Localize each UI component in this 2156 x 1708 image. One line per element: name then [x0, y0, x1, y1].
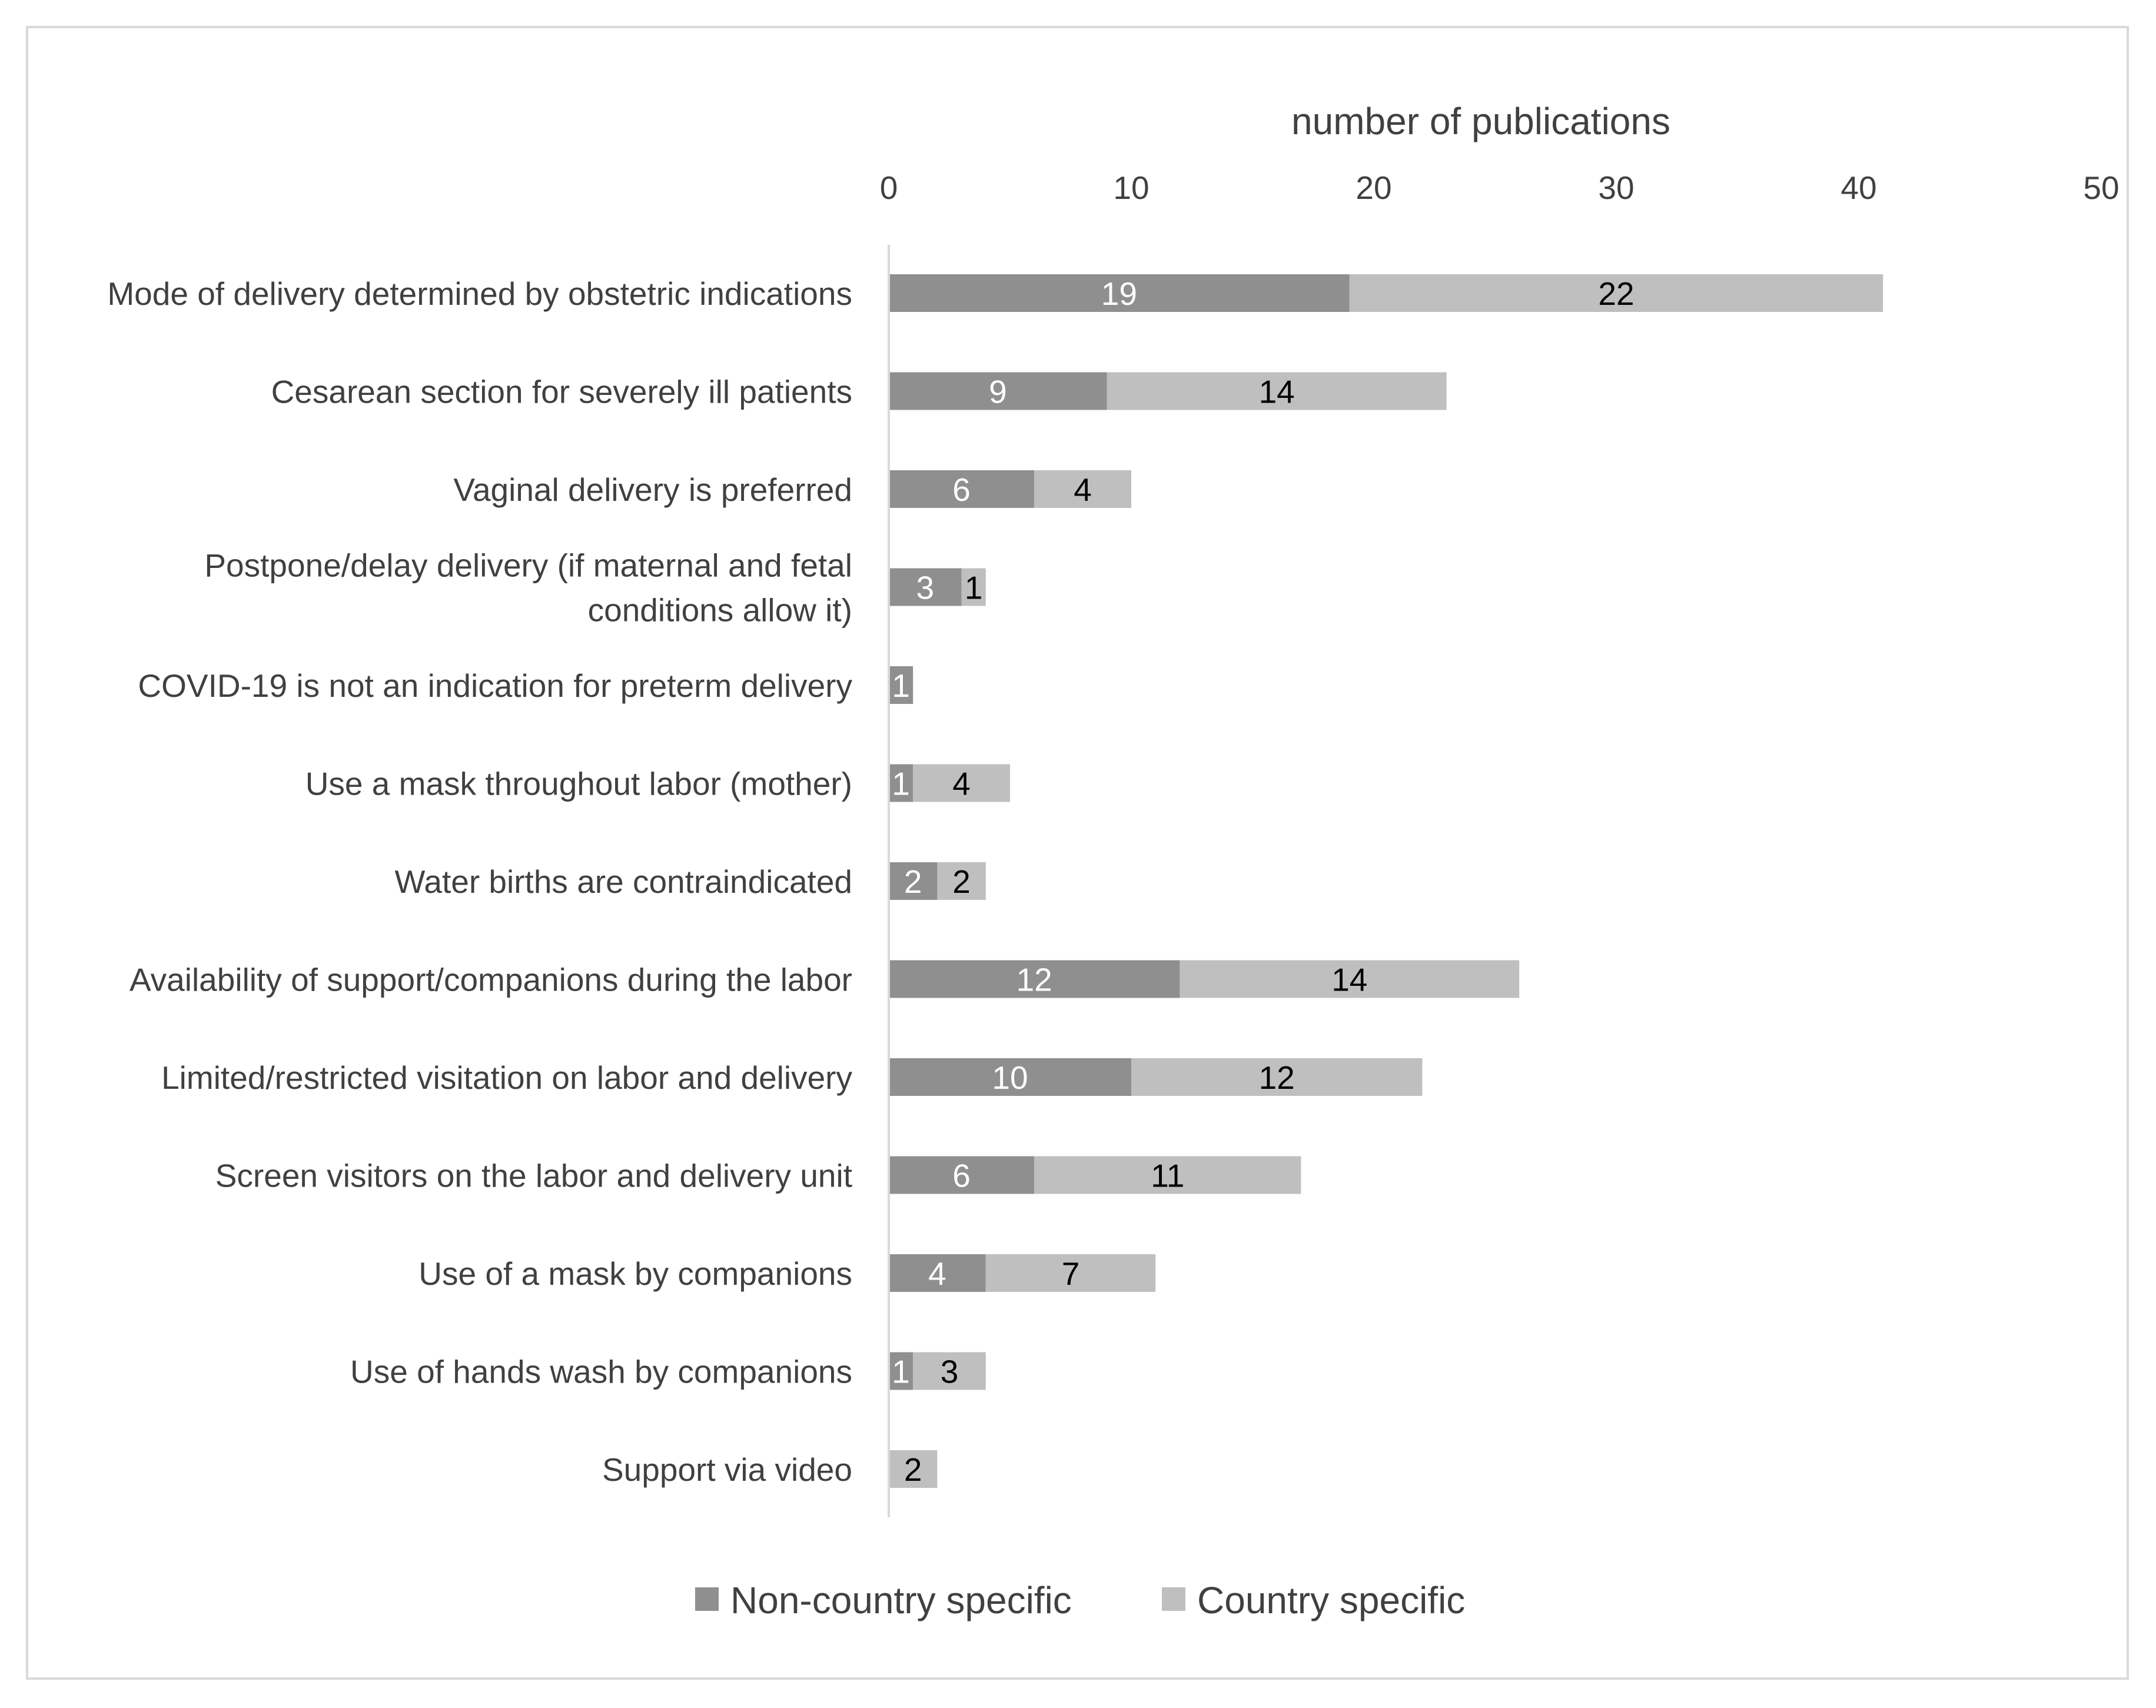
data-label: 1	[964, 569, 983, 606]
data-label: 6	[952, 471, 971, 508]
legend-swatch	[695, 1587, 719, 1611]
stacked-bar-chart	[28, 28, 2131, 1682]
data-label: 4	[928, 1255, 946, 1292]
x-axis-ticks	[880, 170, 2120, 206]
data-label: 14	[1258, 373, 1295, 410]
x-tick-label: 0	[879, 170, 898, 206]
data-label: 22	[1598, 275, 1635, 312]
data-label: 12	[1258, 1059, 1295, 1096]
category-label: Support via video	[602, 1451, 852, 1488]
category-label: Postpone/delay delivery (if maternal and fetal	[204, 547, 852, 584]
category-label: Cesarean section for severely ill patients	[271, 373, 852, 410]
x-tick-label: 30	[1598, 170, 1635, 206]
legend-label: Non-country specific	[730, 1579, 1072, 1621]
data-label: 3	[940, 1353, 959, 1390]
x-tick-label: 10	[1113, 170, 1150, 206]
data-label: 12	[1016, 961, 1052, 998]
chart-frame	[26, 26, 2129, 1680]
data-label: 10	[992, 1059, 1028, 1096]
category-label: conditions allow it)	[587, 592, 852, 629]
data-label: 19	[1101, 275, 1137, 312]
data-label: 4	[1074, 471, 1092, 508]
x-tick-label: 20	[1356, 170, 1392, 206]
data-label: 4	[952, 765, 971, 802]
data-label: 2	[903, 863, 922, 900]
x-axis-title-group	[1291, 100, 1670, 142]
data-label: 1	[892, 667, 910, 704]
category-label: Limited/restricted visitation on labor and delivery	[161, 1059, 852, 1096]
bars	[889, 274, 1883, 1488]
data-label: 1	[892, 1353, 910, 1390]
legend-label: Country specific	[1197, 1579, 1466, 1621]
x-tick-label: 50	[2083, 170, 2120, 206]
data-label: 2	[952, 863, 971, 900]
data-label: 2	[903, 1451, 922, 1488]
data-label: 9	[989, 373, 1007, 410]
legend	[695, 1579, 1465, 1621]
category-label: Vaginal delivery is preferred	[453, 471, 852, 508]
legend-swatch	[1162, 1587, 1185, 1611]
x-tick-label: 40	[1841, 170, 1877, 206]
category-label: COVID-19 is not an indication for preterm delivery	[138, 667, 852, 704]
data-label: 1	[892, 765, 910, 802]
category-labels	[107, 275, 852, 1488]
data-label: 11	[1151, 1157, 1185, 1194]
category-label: Use of hands wash by companions	[350, 1353, 852, 1390]
data-label: 14	[1331, 961, 1368, 998]
category-label: Screen visitors on the labor and delivery unit	[215, 1157, 852, 1194]
data-label: 3	[916, 569, 935, 606]
category-label: Use of a mask by companions	[418, 1255, 852, 1292]
data-label: 7	[1061, 1255, 1080, 1292]
category-label: Use a mask throughout labor (mother)	[305, 765, 852, 802]
category-label: Water births are contraindicated	[394, 863, 852, 900]
x-axis-title: number of publications	[1291, 100, 1670, 142]
category-label: Mode of delivery determined by obstetric indications	[107, 275, 852, 312]
category-label: Availability of support/companions during the labor	[129, 961, 852, 998]
data-label: 6	[952, 1157, 971, 1194]
